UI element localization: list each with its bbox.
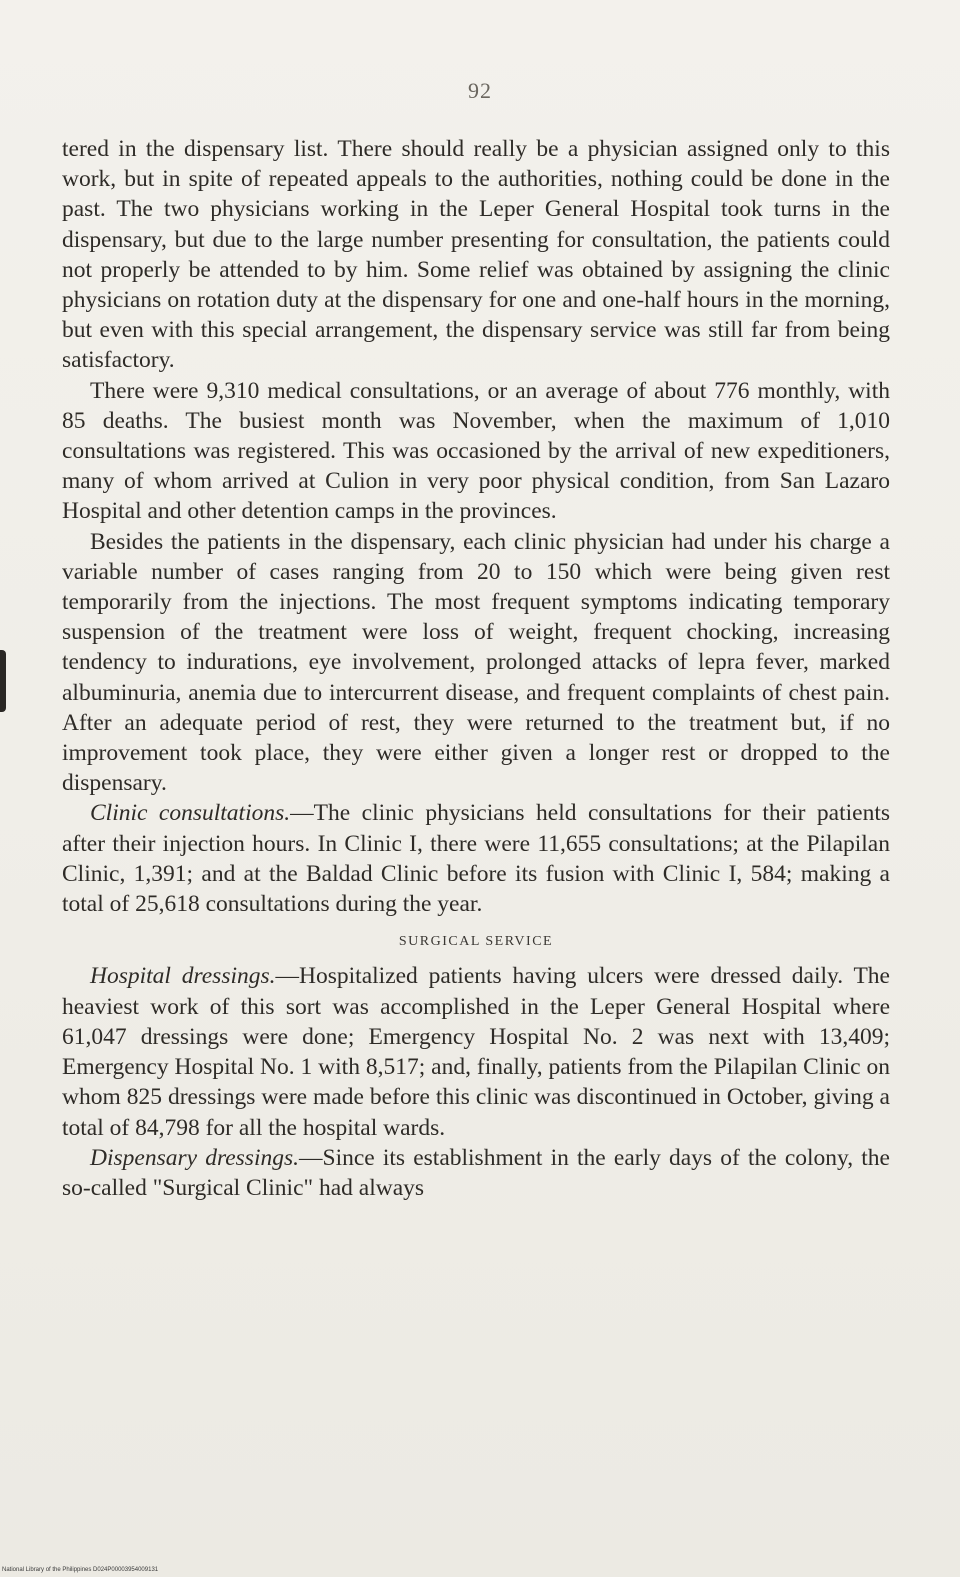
binding-edge-mark (0, 650, 6, 712)
section-heading-surgical-service: SURGICAL SERVICE (398, 934, 554, 950)
page-number: 92 (468, 78, 492, 103)
paragraph-3: Besides the patients in the dispensary, each clinic physician had under his charge a variable number of cases ranging from 20 to 150 which were being given rest temporarily from the injections. The most frequent symptoms indicating temporary suspension of the treatment were loss of weight, frequent chocking, increasing tendency to indurations, eye involvement, prolonged attacks of lepra fever, marked albuminuria, anemia due to intercurrent disease, and frequent complaints of chest pain. After an adequate period of rest, they were returned to the treatment but, if no improvement took place, they were either given a longer rest or dropped to the dispensary. (62, 528, 890, 797)
paragraph-6-text: —Since its establishment in the early days of the colony, the so-called "Surgical Clinic" had always (62, 1144, 890, 1201)
clinic-consultations-heading: Clinic consultations. (90, 800, 291, 827)
footer-credit: National Library of the Philippines D024P00003954009131 (2, 1567, 159, 1573)
paragraph-4-text: —The clinic physicians held consultations for their patients after their injection hours. In Clinic I, there were 11,655 consultations; at the Pilapilan Clinic, 1,391; and at the Baldad Clinic before its fusion with Clinic I, 584; making a total of 25,618 consultations during the year. (62, 800, 890, 918)
paragraph-4 (62, 798, 890, 919)
paragraph-2: There were 9,310 medical consultations, or an average of about 776 monthly, with 85 deaths. The busiest month was November, when the maximum of 1,010 consultations was registered. This was occasioned by the arrival of new expeditioners, many of whom arrived at Culion in very poor physical condition, from San Lazaro Hospital and other detention camps in the provinces. (62, 377, 890, 525)
paragraph-1: tered in the dispensary list. There should really be a physician assigned only to this work, but in spite of repeated appeals to the authorities, nothing could be done in the past. The two physicians working in the Leper General Hospital took turns in the dispensary, but due to the large number presenting for consultation, the patients could not properly be attended to by him. Some relief was obtained by assigning the clinic physicians on rotation duty at the dispensary for one and one-half hours in the morning, but even with this special arrangement, the dispensary service was still far from being satisfactory. (62, 136, 890, 374)
paragraph-5 (62, 961, 890, 1142)
dispensary-dressings-heading: Dispensary dressings. (90, 1144, 299, 1171)
paragraph-5-text: —Hospitalized patients having ulcers were dressed daily. The heaviest work of this sort was accomplished in the Leper General Hospital where 61,047 dressings were done; Emergency Hospital No. 2 was next with 13,409; Emergency Hospital No. 1 with 8,517; and, finally, patients from the Pilapilan Clinic on whom 825 dressings were made before this clinic was discontinued in October, giving a total of 84,798 for all the hospital wards. (62, 963, 890, 1141)
hospital-dressings-heading: Hospital dressings. (90, 963, 276, 990)
paragraph-6 (62, 1143, 890, 1203)
body-text (62, 134, 890, 1203)
